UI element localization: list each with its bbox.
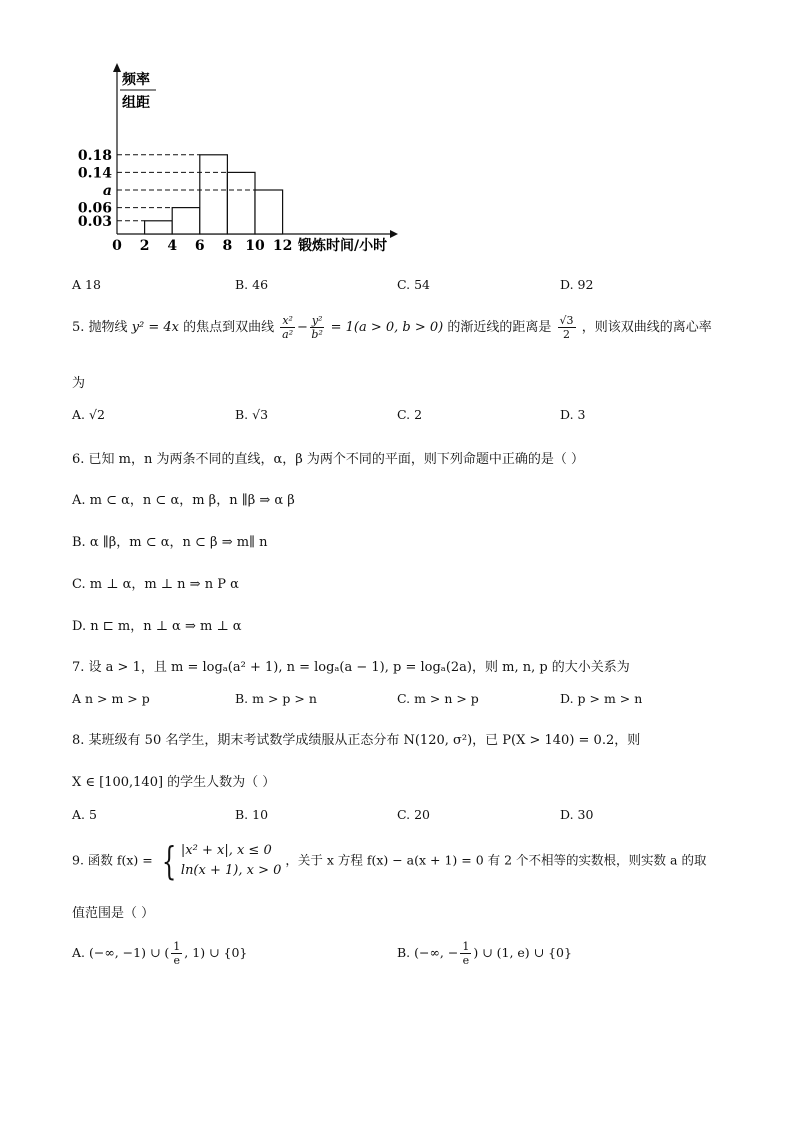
x-axis-label: 锻炼时间/小时 <box>298 238 388 254</box>
q5-parabola: y² = 4x <box>131 320 180 335</box>
q6-option-d[interactable]: D. n ⊏ m，n ⊥ α ⇒ m ⊥ α <box>72 619 242 634</box>
q9-option-a-post: , 1) ∪ {0} <box>184 945 248 960</box>
q9-option-a[interactable] <box>72 940 247 967</box>
y-tick-label-4: 0.03 <box>77 213 112 230</box>
histogram-bar-3 <box>227 172 255 234</box>
q8-option-d[interactable]: D. 30 <box>560 807 594 822</box>
x-tick-label-5: 10 <box>245 238 265 254</box>
histogram-bar-1 <box>172 208 200 234</box>
q5-line2: 为 <box>72 376 86 391</box>
q5-frac-y: $\frac{\text{y²}}{\text{b²}}$ <box>311 314 323 341</box>
y-axis-label-bottom: 组距 <box>122 95 150 111</box>
x-tick-label-6: 12 <box>272 238 293 254</box>
q8-option-c[interactable]: C. 20 <box>397 807 430 822</box>
q9-case-2: ln(x + 1), x > 0 <box>180 863 282 878</box>
x-tick-label-3: 6 <box>194 238 205 254</box>
q9-option-b-post: ) ∪ (1, e) ∪ {0} <box>473 945 572 960</box>
q9-line2: 值范围是（ ） <box>72 906 155 921</box>
y-tick-label-1: 0.14 <box>77 165 112 182</box>
x-tick-label-1: 2 <box>139 238 150 254</box>
x-tick-label-4: 8 <box>222 238 233 254</box>
q9-left-brace: { <box>161 839 177 883</box>
q9-option-b-frac: $\frac{1}{e}$ <box>462 940 470 967</box>
x-tick-label-0: 0 <box>112 238 122 254</box>
q6-option-b[interactable]: B. α ∥β，m ⊂ α，n ⊂ β ⇒ m∥ n <box>72 535 268 550</box>
x-axis-arrow <box>390 230 398 238</box>
q5-mid1: 的焦点到双曲线 <box>183 320 275 335</box>
q9-suffix: ，关于 x 方程 f(x) − a(x + 1) = 0 有 2 个不相等的实数根，则实数 a 的取 <box>285 852 707 868</box>
q6-option-c[interactable]: C. m ⊥ α，m ⊥ n ⇒ n P α <box>72 577 239 592</box>
q5-option-d[interactable]: D. 3 <box>560 407 586 422</box>
q5-mid2: 的渐近线的距离是 <box>447 320 552 335</box>
q7-option-b[interactable]: B. m > p > n <box>235 691 317 706</box>
q5-option-c[interactable]: C. 2 <box>397 407 423 422</box>
q5-stem: 5. 抛物线 y² = 4x 的焦点到双曲线 $\frac{\text{x²}}{\text{a²}}$ − $\frac{\text{y²}}{\text{b²}}$ = 1(a > 0, b > 0) 的渐近线的距离是 $\frac{√3}{2}$ ，则该双曲线的离心率 <box>72 314 712 341</box>
y-tick-label-3: 0.06 <box>77 200 112 217</box>
q9-cases <box>181 841 281 881</box>
q9-case-1: |x² + x|, x ≤ 0 <box>180 843 272 858</box>
q8-line1: 8. 某班级有 50 名学生，期末考试数学成绩服从正态分布 N(120, σ²)，已 P(X > 140) = 0.2，则 <box>72 733 641 748</box>
y-axis-arrow <box>113 63 121 72</box>
x-tick-label-2: 4 <box>167 238 178 254</box>
q9-stem <box>72 841 706 881</box>
q9-option-a-frac: $\frac{1}{e}$ <box>173 940 181 967</box>
q4-option-a[interactable]: A 18 <box>72 277 101 292</box>
q5-suffix: ，则该双曲线的离心率 <box>581 320 712 335</box>
q4-option-d[interactable]: D. 92 <box>560 277 594 292</box>
q9-option-b[interactable] <box>397 940 572 967</box>
q8-option-b[interactable]: B. 10 <box>235 807 269 822</box>
q9-prefix: 9. 函数 f(x) = <box>72 852 153 868</box>
y-axis-label-top: 频率 <box>122 72 150 88</box>
q7-stem: 7. 设 a > 1，且 m = logₐ(a² + 1), n = logₐ(a − 1), p = logₐ(2a)，则 m, n, p 的大小关系为 <box>72 660 630 675</box>
q9-option-b-pre: B. (−∞, − <box>397 945 459 960</box>
y-tick-label-0: 0.18 <box>77 147 112 164</box>
frequency-histogram <box>60 60 400 260</box>
histogram-bar-4 <box>255 190 283 234</box>
q5-hyperbola-tail: = 1(a > 0, b > 0) <box>330 320 444 335</box>
y-tick-label-2: a <box>102 183 112 199</box>
q6-option-a[interactable]: A. m ⊂ α，n ⊂ α，m β，n ∥β ⇒ α β <box>72 493 295 508</box>
histogram-bar-2 <box>200 155 228 234</box>
q8-line2: X ∈ [100,140] 的学生人数为（ ） <box>72 775 276 790</box>
q5-frac-distance: $\frac{√3}{2}$ <box>559 314 574 341</box>
q4-option-b[interactable]: B. 46 <box>235 277 269 292</box>
q7-option-c[interactable]: C. m > n > p <box>397 691 479 706</box>
q7-option-d[interactable]: D. p > m > n <box>560 691 643 706</box>
q7-option-a[interactable]: A n > m > p <box>72 691 150 706</box>
q5-prefix: 5. 抛物线 <box>72 320 128 335</box>
q5-option-a[interactable]: A. √2 <box>72 407 105 422</box>
q5-option-b[interactable]: B. √3 <box>235 407 269 422</box>
q5-frac-x: $\frac{\text{x²}}{\text{a²}}$ <box>282 314 294 341</box>
q6-stem: 6. 已知 m，n 为两条不同的直线，α，β 为两个不同的平面，则下列命题中正确的是（ ） <box>72 452 585 467</box>
histogram-bar-0 <box>145 221 173 234</box>
q9-option-a-pre: A. (−∞, −1) ∪ ( <box>72 945 170 960</box>
q4-option-c[interactable]: C. 54 <box>397 277 430 292</box>
q8-option-a[interactable]: A. 5 <box>72 807 97 822</box>
